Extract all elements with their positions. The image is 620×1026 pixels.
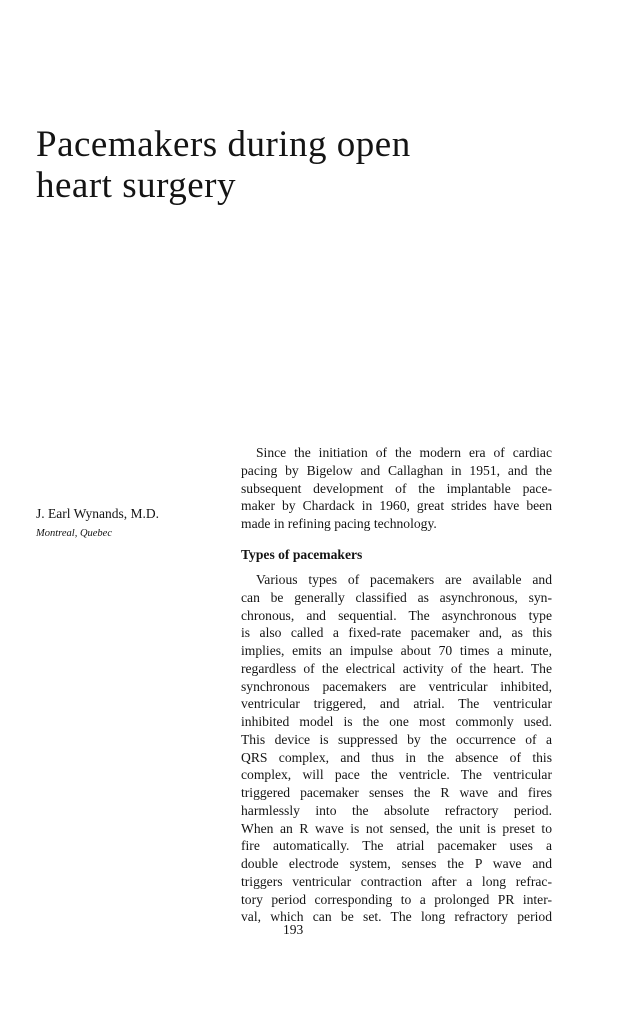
intro-paragraph xyxy=(241,444,552,533)
text-line: made in refining pacing technology. xyxy=(241,516,437,531)
text-line: inhibited model is the one most commonly used. xyxy=(241,714,552,729)
text-line: QRS complex, and thus in the absence of this xyxy=(241,749,552,765)
text-line: val, which can be set. The long refractory period xyxy=(241,909,552,925)
text-line: This device is suppressed by the occurrence of a xyxy=(241,731,552,747)
text-line: double electrode system, senses the P wave and xyxy=(241,856,552,871)
text-line: triggers ventricular contraction after a long refrac- xyxy=(241,873,552,889)
text-line: subsequent development of the implantable pace- xyxy=(241,480,552,496)
text-line: is also called a fixed-rate pacemaker and, as this xyxy=(241,625,552,641)
author-affiliation: Montreal, Quebec xyxy=(36,528,113,539)
article-title xyxy=(36,124,476,206)
text-line: complex, will pace the ventricle. The ventricular xyxy=(241,767,552,783)
text-line: Since the initiation of the modern era of cardiac xyxy=(256,445,552,460)
text-line: triggered pacemaker senses the R wave and fires xyxy=(241,785,552,800)
text-line: fire automatically. The atrial pacemaker uses a xyxy=(241,838,552,854)
text-line: regardless of the electrical activity of the heart. The xyxy=(241,660,552,676)
text-line: chronous, and sequential. The asynchronous type xyxy=(241,607,552,623)
text-line: synchronous pacemakers are ventricular inhibited, xyxy=(241,678,552,694)
text-line: can be generally classified as asynchronous, syn- xyxy=(241,589,552,605)
text-line: maker by Chardack in 1960, great strides have been xyxy=(241,498,552,514)
section-paragraph xyxy=(241,571,552,926)
text-line: pacing by Bigelow and Callaghan in 1951, and the xyxy=(241,462,552,478)
title-line: Pacemakers during open xyxy=(36,124,411,165)
text-line: implies, emits an impulse about 70 times a minute, xyxy=(241,643,552,658)
text-line: Various types of pacemakers are available and xyxy=(256,572,552,587)
title-line: heart surgery xyxy=(36,165,236,206)
page-number: 193 xyxy=(283,922,304,937)
section-heading: Types of pacemakers xyxy=(241,547,363,562)
text-line: tory period corresponding to a prolonged PR inter- xyxy=(241,891,552,907)
text-line: When an R wave is not sensed, the unit is preset to xyxy=(241,820,552,836)
text-line: harmlessly into the absolute refractory period. xyxy=(241,802,552,818)
text-line: ventricular triggered, and atrial. The ventricular xyxy=(241,696,552,712)
author-name: J. Earl Wynands, M.D. xyxy=(36,506,160,521)
